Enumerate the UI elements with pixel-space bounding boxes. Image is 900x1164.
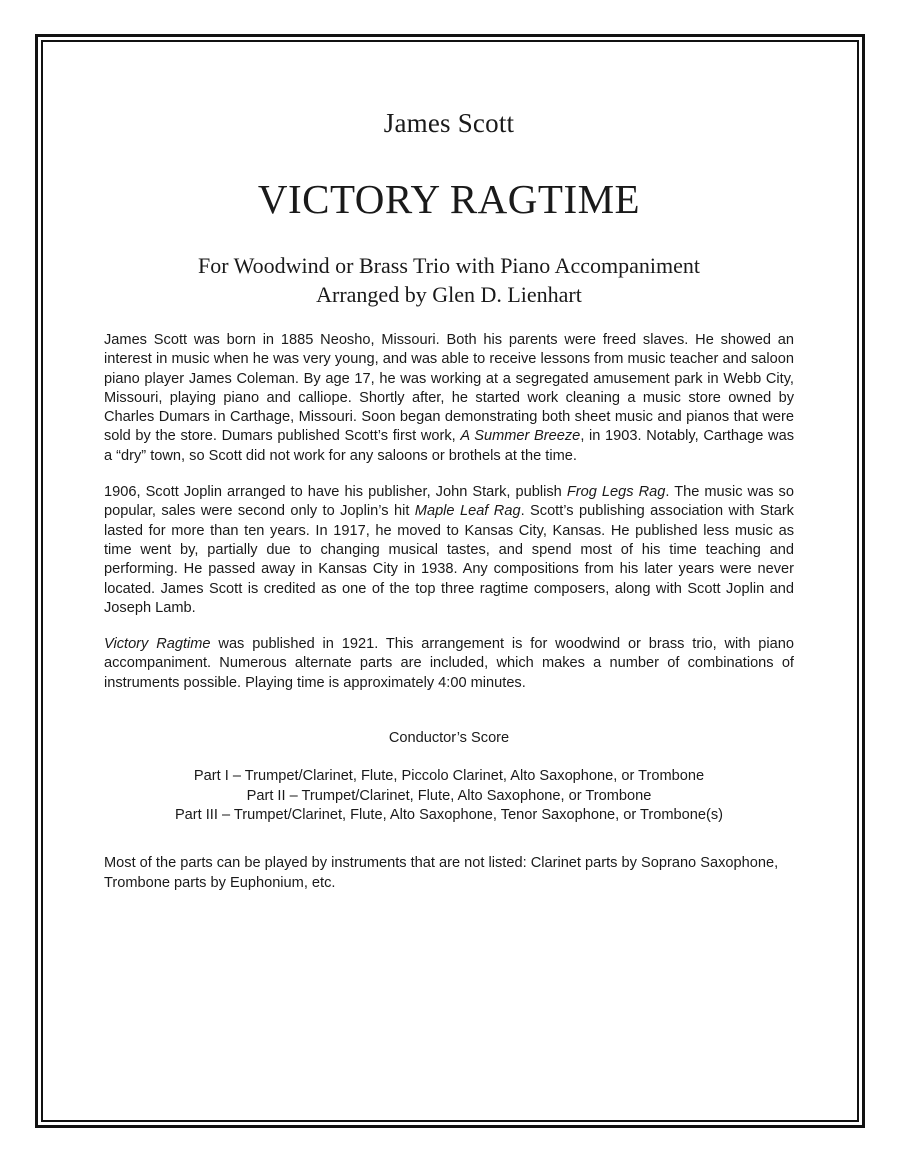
subtitle-instrumentation: For Woodwind or Brass Trio with Piano Accompaniment bbox=[198, 253, 700, 278]
work-title: Victory Ragtime bbox=[104, 636, 211, 653]
work-title: A Summer Breeze bbox=[460, 428, 581, 445]
text-run: was published in 1921. This arrangement is for woodwind or brass trio, with piano accompaniment. Numerous alternate parts are included, which makes a number of combinations of instruments possible. Playing time is approximately 4:00 minutes. bbox=[104, 636, 795, 691]
text-run: . The music was so popular, sales were second only to Joplin’s hit bbox=[104, 484, 794, 520]
text-run: 1906, Scott Joplin arranged to have his publisher, John Stark, publish bbox=[104, 484, 567, 501]
text-run: , in 1903. Notably, Carthage was a “dry” town, so Scott did not work for any saloons or brothels at the time. bbox=[104, 428, 794, 464]
biography-paragraph bbox=[104, 331, 794, 466]
work-title: Frog Legs Rag bbox=[566, 484, 666, 501]
part-item: Part II – Trumpet/Clarinet, Flute, Alto Saxophone, or Trombone bbox=[246, 787, 652, 804]
composer-name: James Scott bbox=[383, 108, 515, 138]
parts-list bbox=[104, 767, 794, 825]
part-item: Part III – Trumpet/Clarinet, Flute, Alto Saxophone, Tenor Saxophone, or Trombone(s) bbox=[174, 806, 724, 823]
subtitle bbox=[104, 251, 794, 309]
text-run: James Scott was born in 1885 Neosho, Missouri. Both his parents were freed slaves. He showed an interest in music when he was very young, and was able to receive lessons from music teacher and saloon piano player James Coleman. By age 17, he was working at a segregated amusement park in Webb City, Missouri, playing piano and calliope. Shortly after, he started work cleaning a music store owned by Charles Dumars in Carthage, Missouri. Soon began demonstrating both sheet music and pianos that were sold by the store. Dumars published Scott’s first work, bbox=[104, 332, 794, 445]
document-page bbox=[104, 100, 794, 893]
work-title: Maple Leaf Rag bbox=[414, 503, 521, 520]
arrangement-paragraph bbox=[104, 635, 794, 693]
text-run: . Scott’s publishing association with Stark lasted for more than ten years. In 1917, he moved to Kansas City, Kansas. He published less music as time went by, partially due to changing musical tastes, and spend most of his time teaching and performing. He passed away in Kansas City in 1938. Any compositions from his later years were never located. James Scott is credited as one of the top three ragtime composers, along with Scott Joplin and Joseph Lamb. bbox=[104, 503, 794, 616]
conductor-score-label: Conductor’s Score bbox=[388, 730, 510, 747]
substitution-note: Most of the parts can be played by instruments that are not listed: Clarinet parts by Soprano Saxophone, Trombone parts by Euphonium, etc. bbox=[104, 855, 779, 891]
publishing-paragraph bbox=[104, 483, 794, 618]
part-item: Part I – Trumpet/Clarinet, Flute, Piccolo Clarinet, Alto Saxophone, or Trombone bbox=[193, 768, 705, 785]
subtitle-arranger: Arranged by Glen D. Lienhart bbox=[316, 282, 582, 307]
piece-title: VICTORY RAGTIME bbox=[257, 176, 641, 222]
